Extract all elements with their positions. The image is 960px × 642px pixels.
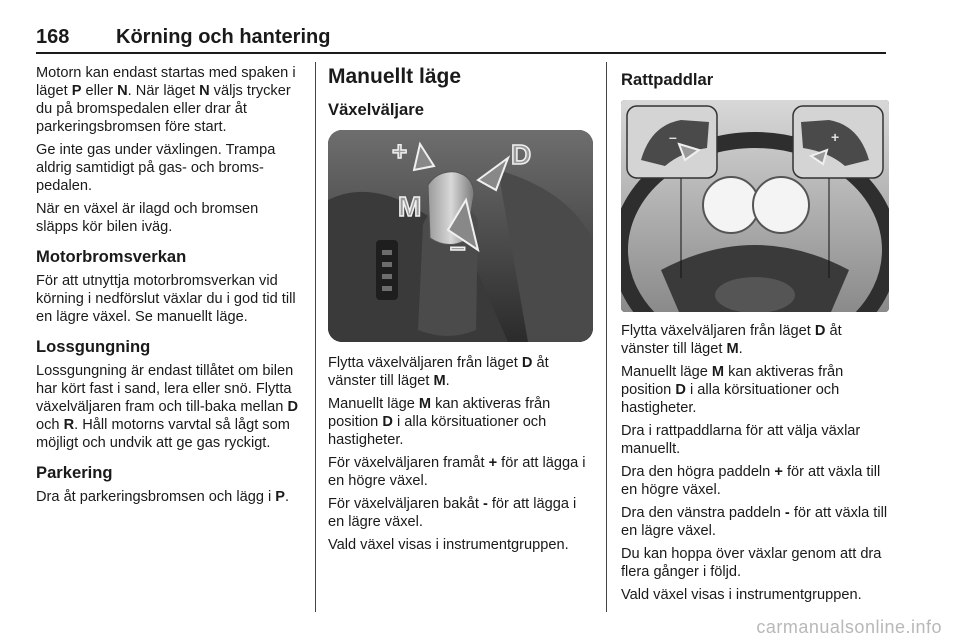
paragraph-activate-m: Manuellt läge M kan aktiveras från position D i alla körsituationer och hastigheter. — [621, 364, 844, 416]
gear-d-label: D — [511, 139, 532, 170]
column-divider — [315, 62, 316, 612]
paragraph-move-to-m: Flytta växelväljaren från läget D åt vänster till läget M. — [621, 323, 842, 357]
paragraph-start-positions: Motorn kan endast startas med spaken i läget P eller N. När läget N väljs trycker du på bromspedalen eller drar åt parkeringsbromsen före start. — [36, 65, 296, 135]
gear-minus-label: – — [450, 231, 466, 262]
paragraph-skip-gears: Du kan hoppa över växlar genom att dra flera gånger i följd. — [621, 546, 882, 580]
paragraph-gear-display: Vald växel visas i instrumentgruppen. — [328, 537, 569, 553]
paragraph-no-gas: Ge inte gas under växlingen. Trampa aldrig samtidigt på gas- och broms-pedalen. — [36, 142, 276, 194]
paragraph-motorbromsverkan: För att utnyttja motorbromsverkan vid körning i nedförslut växlar du i god tid till en lägre växel. Se manuellt läge. — [36, 273, 296, 325]
paragraph-move-to-m: Flytta växelväljaren från läget D åt vänster till läget M. — [328, 355, 549, 389]
paragraph-lossgungning: Lossgungning är endast tillåtet om bilen har kört fast i sand, lera eller snö. Flytta växelväljaren fram och till-baka mellan D och R. Håll motorns varvtal så lågt som möjligt och undvik att ge gas ryckigt. — [36, 363, 298, 451]
paddle-plus-label: + — [831, 129, 840, 145]
subheading-vaxelvaljare: Växelväljare — [328, 100, 424, 119]
header-rule — [36, 52, 886, 54]
paragraph-pull-paddles: Dra i rattpaddlarna för att välja växlar manuellt. — [621, 423, 861, 457]
gear-selector-image — [328, 130, 593, 342]
column-middle — [328, 64, 593, 559]
steering-paddles-illustration — [621, 100, 889, 312]
gear-plus-label: + — [392, 136, 408, 166]
paragraph-activate-m: Manuellt läge M kan aktiveras från position D i alla körsituationer och hastigheter. — [328, 396, 551, 448]
gear-m-label: M — [398, 191, 422, 222]
column-right — [621, 64, 889, 609]
paddle-minus-label: – — [669, 129, 677, 145]
paragraph-shift-up: För växelväljaren framåt + för att lägga i en högre växel. — [328, 455, 586, 489]
heading-manuellt-lage: Manuellt läge — [328, 65, 462, 88]
watermark: carmanualsonline.info — [756, 617, 942, 637]
paragraph-release-brake: När en växel är ilagd och bromsen släpps kör bilen iväg. — [36, 201, 259, 235]
column-left — [36, 64, 304, 511]
page-number: 168 — [36, 26, 70, 48]
page-header — [36, 20, 886, 54]
paragraph-gear-display: Vald växel visas i instrumentgruppen. — [621, 587, 862, 603]
paragraph-right-paddle: Dra den högra paddeln + för att växla till en högre växel. — [621, 464, 881, 498]
paragraph-parkering: Dra åt parkeringsbromsen och lägg i P. — [36, 489, 290, 505]
steering-wheel-image — [621, 100, 889, 312]
column-divider — [606, 62, 607, 612]
chapter-title: Körning och hantering — [116, 26, 331, 48]
heading-parkering: Parkering — [36, 463, 113, 482]
paragraph-shift-down: För växelväljaren bakåt - för att lägga i en lägre växel. — [328, 496, 577, 530]
heading-motorbromsverkan: Motorbromsverkan — [36, 247, 187, 266]
gear-selector-illustration — [328, 130, 593, 342]
heading-lossgungning: Lossgungning — [36, 337, 151, 356]
heading-rattpaddlar: Rattpaddlar — [621, 70, 714, 89]
paragraph-left-paddle: Dra den vänstra paddeln - för att växla till en lägre växel. — [621, 505, 888, 539]
